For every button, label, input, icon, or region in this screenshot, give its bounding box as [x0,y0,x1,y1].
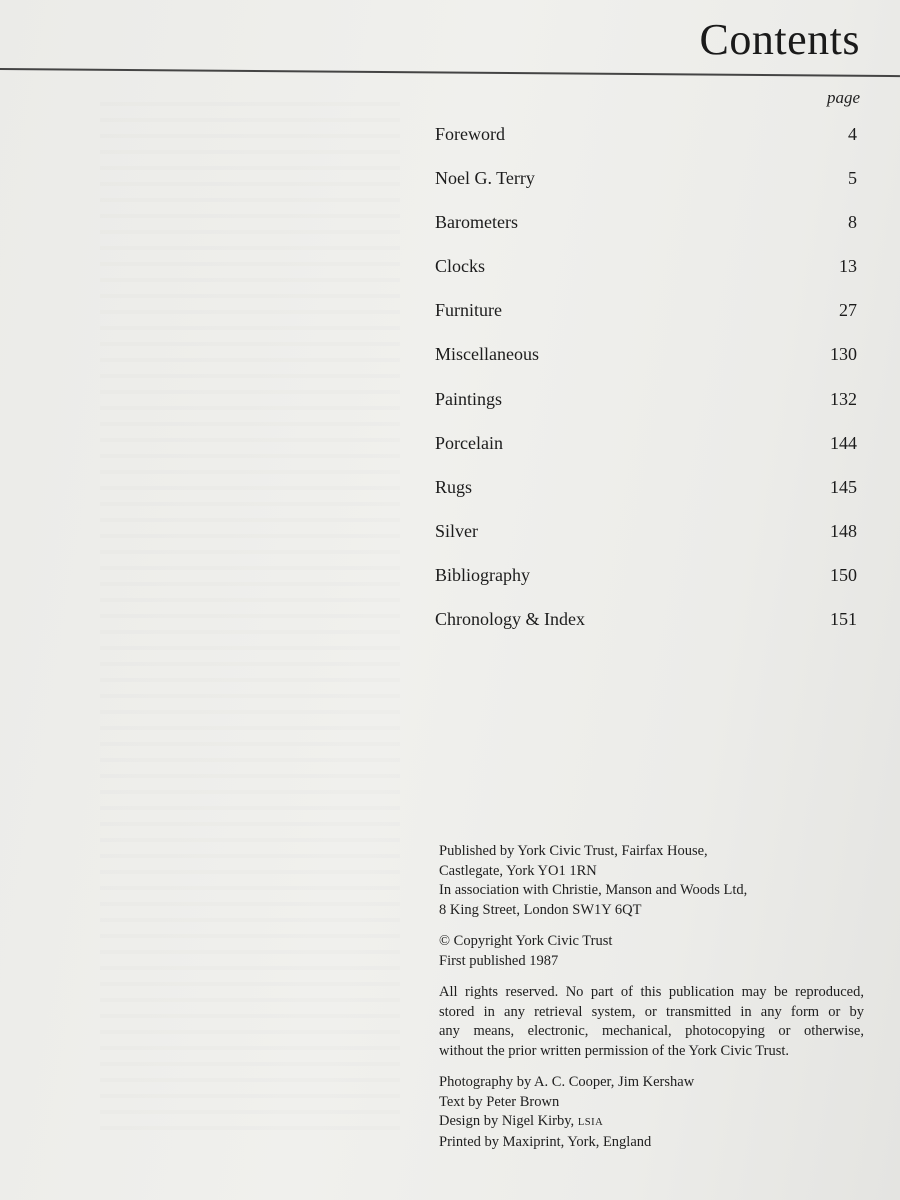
imprint-line: Castlegate, York YO1 1RN [439,862,597,879]
credits [439,1073,864,1152]
imprint-line: © Copyright York Civic Trust [439,933,613,949]
toc-entry [435,389,857,433]
credit-design-name: Design by Nigel Kirby, [439,1113,578,1129]
publisher-info [439,842,864,920]
toc-entry [435,212,857,256]
credit-text: Text by Peter Brown [439,1093,560,1110]
credit-photography: Photography by A. C. Cooper, Jim Kershaw [439,1074,695,1090]
rights-notice [439,983,864,1061]
toc-entry-title: Miscellaneous [435,344,539,365]
toc-entry-page: 8 [848,212,857,233]
toc-entry-title: Paintings [435,388,503,409]
page-title: Contents [699,15,860,64]
toc-entry [435,565,857,609]
credit-printed: Printed by Maxiprint, York, England [439,1133,652,1150]
imprint-block [439,842,864,1164]
toc-entry-page: 148 [830,520,857,541]
page-column-label: page [826,88,860,107]
toc-entry-page: 145 [830,476,857,497]
toc-entry [435,433,857,477]
toc-entry-title: Chronology & Index [435,609,585,630]
imprint-line: Published by York Civic Trust, Fairfax House, [439,843,708,859]
toc-entry [435,256,857,300]
toc-entry [435,609,857,653]
toc-entry-page: 4 [848,124,857,144]
copyright-info [439,932,864,971]
toc-entry-page: 27 [839,300,857,321]
toc-entry-title: Clocks [435,256,486,277]
title-rule [0,68,900,77]
imprint-line: 8 King Street, London SW1Y 6QT [439,901,642,918]
toc-entry [435,521,857,565]
toc-entry-title: Porcelain [435,432,503,453]
toc-entry-page: 151 [830,609,857,630]
toc-entry-page: 5 [848,168,857,189]
toc-entry [435,300,857,344]
toc-entry [435,477,857,521]
imprint-line: any means, electronic, mechanical, photocopying or otherwise, [439,1023,864,1039]
imprint-line: stored in any retrieval system, or transmitted in any form or by [439,1003,864,1020]
toc-entry-title: Noel G. Terry [435,168,535,189]
toc-entry-title: Silver [435,520,478,541]
toc-entry-title: Rugs [435,476,473,497]
toc-entry [435,344,857,388]
imprint-line: In association with Christie, Manson and Woods Ltd, [439,882,748,898]
imprint-line: First published 1987 [439,952,559,969]
credit-design-qualification: LSIA [577,1117,604,1128]
toc-entry [435,124,857,168]
show-through-texture [100,90,400,1140]
toc-entry-page: 150 [830,564,857,585]
toc-entry-title: Foreword [435,124,505,144]
toc-entry-page: 13 [839,256,857,277]
toc-entry-page: 144 [830,432,857,453]
toc-entry-title: Bibliography [435,564,530,585]
toc-entry-title: Furniture [435,300,502,321]
imprint-line: without the prior written permission of the York Civic Trust. [439,1042,790,1059]
toc-entry-page: 130 [830,344,857,365]
imprint-line: All rights reserved. No part of this publication may be reproduced, [439,984,864,1000]
toc-entry-page: 132 [830,388,857,409]
credit-design [439,1112,864,1133]
table-of-contents [435,124,857,653]
toc-entry-title: Barometers [435,212,518,233]
toc-entry [435,168,857,212]
